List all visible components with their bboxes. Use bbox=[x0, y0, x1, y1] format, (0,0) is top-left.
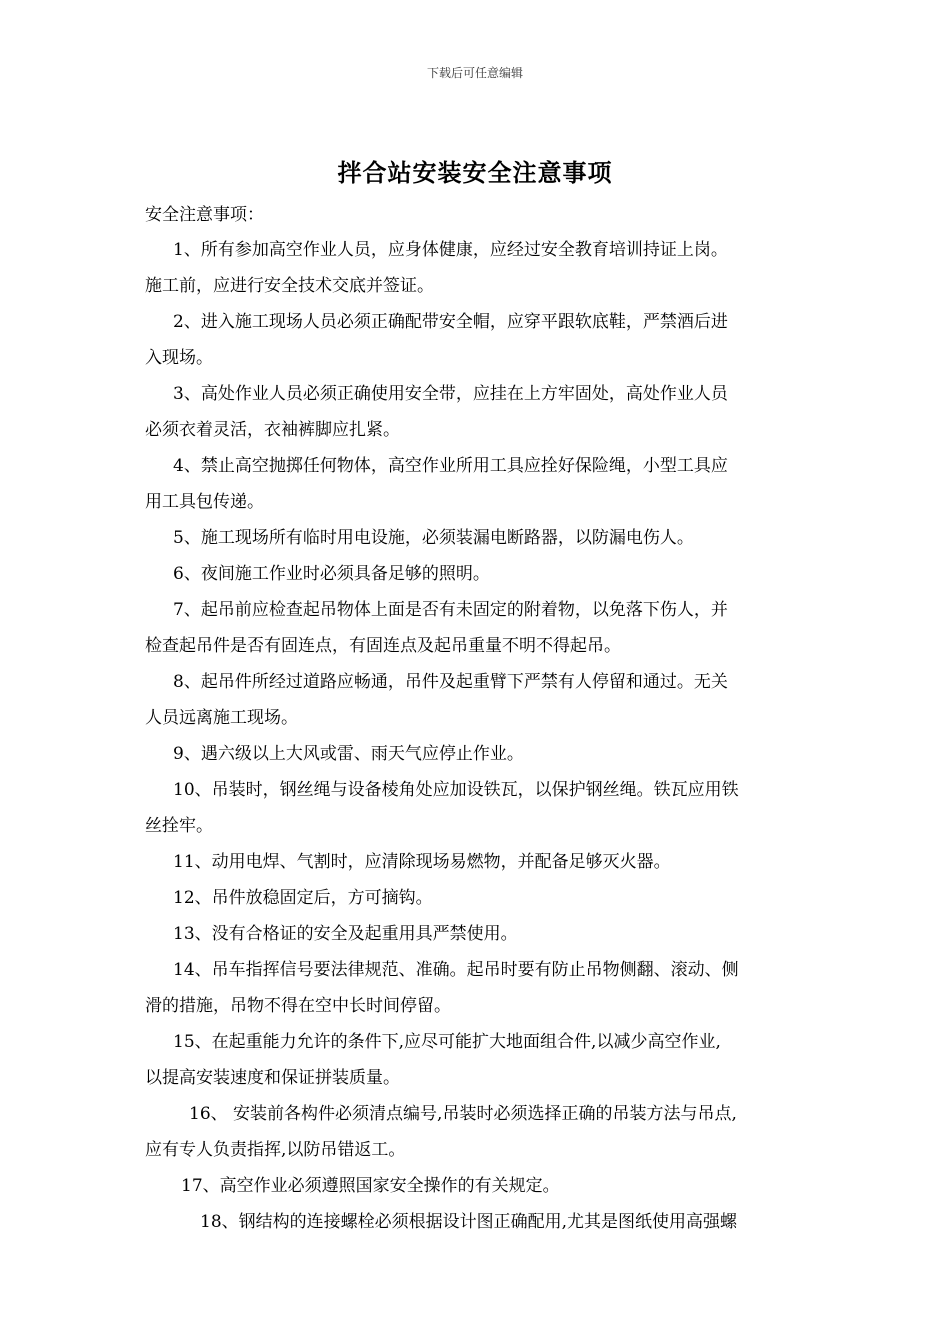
item-line: 1、所有参加高空作业人员，应身体健康，应经过安全教育培训持证上岗。 bbox=[173, 240, 728, 260]
item-line: 必须衣着灵活，衣袖裤脚应扎紧。 bbox=[145, 420, 400, 440]
item-line: 18、钢结构的连接螺栓必须根据设计图正确配用,尤其是图纸使用高强螺 bbox=[200, 1212, 738, 1232]
item-line: 12、吊件放稳固定后，方可摘钩。 bbox=[173, 888, 433, 908]
header-note: 下载后可任意编辑 bbox=[426, 66, 523, 80]
item-line: 应有专人负责指挥,以防吊错返工。 bbox=[145, 1140, 406, 1160]
list-item bbox=[145, 664, 810, 736]
list-item bbox=[145, 304, 810, 376]
list-item bbox=[145, 376, 810, 448]
item-line: 4、禁止高空抛掷任何物体，高空作业所用工具应拴好保险绳，小型工具应 bbox=[173, 456, 728, 476]
list-item bbox=[145, 556, 810, 592]
item-line: 检查起吊件是否有固连点，有固连点及起吊重量不明不得起吊。 bbox=[145, 636, 621, 656]
item-line: 17、高空作业必须遵照国家安全操作的有关规定。 bbox=[181, 1176, 560, 1196]
item-line: 8、起吊件所经过道路应畅通，吊件及起重臂下严禁有人停留和通过。无关 bbox=[173, 672, 728, 692]
item-line: 人员远离施工现场。 bbox=[145, 708, 298, 728]
list-item bbox=[145, 772, 810, 844]
item-line: 丝拴牢。 bbox=[145, 816, 213, 836]
list-item bbox=[145, 520, 810, 556]
list-item bbox=[145, 952, 810, 1024]
list-item bbox=[145, 1024, 810, 1096]
item-line: 11、动用电焊、气割时，应清除现场易燃物，并配备足够灭火器。 bbox=[173, 852, 671, 872]
document-title: 拌合站安装安全注意事项 bbox=[337, 158, 613, 187]
item-line: 5、施工现场所有临时用电设施，必须装漏电断路器，以防漏电伤人。 bbox=[173, 528, 694, 548]
list-item bbox=[145, 916, 810, 952]
list-item bbox=[145, 1168, 810, 1204]
list-item bbox=[145, 448, 810, 520]
item-line: 2、进入施工现场人员必须正确配带安全帽，应穿平跟软底鞋，严禁酒后进 bbox=[173, 312, 728, 332]
item-line: 6、夜间施工作业时必须具备足够的照明。 bbox=[173, 564, 490, 584]
item-line: 9、遇六级以上大风或雷、雨天气应停止作业。 bbox=[173, 744, 524, 764]
item-line: 入现场。 bbox=[145, 348, 213, 368]
list-item bbox=[145, 1096, 810, 1168]
item-line: 3、高处作业人员必须正确使用安全带，应挂在上方牢固处，高处作业人员 bbox=[173, 384, 728, 404]
item-line: 施工前，应进行安全技术交底并签证。 bbox=[145, 276, 434, 296]
item-line: 以提高安装速度和保证拼装质量。 bbox=[145, 1068, 400, 1088]
section-heading: 安全注意事项： bbox=[145, 205, 264, 225]
item-line: 10、吊装时，钢丝绳与设备棱角处应加设铁瓦，以保护钢丝绳。铁瓦应用铁 bbox=[173, 780, 739, 800]
item-line: 7、起吊前应检查起吊物体上面是否有未固定的附着物，以免落下伤人，并 bbox=[173, 600, 728, 620]
item-line: 滑的措施，吊物不得在空中长时间停留。 bbox=[145, 996, 451, 1016]
item-line: 14、吊车指挥信号要法律规范、准确。起吊时要有防止吊物侧翻、滚动、侧 bbox=[173, 960, 739, 980]
list-item bbox=[145, 232, 810, 304]
list-item bbox=[145, 736, 810, 772]
list-item bbox=[145, 592, 810, 664]
item-line: 15、在起重能力允许的条件下,应尽可能扩大地面组合件,以减少高空作业, bbox=[173, 1032, 721, 1052]
list-item bbox=[145, 1204, 810, 1240]
item-line: 13、没有合格证的安全及起重用具严禁使用。 bbox=[173, 924, 518, 944]
list-item bbox=[145, 880, 810, 916]
safety-items-list bbox=[145, 232, 810, 1240]
list-item bbox=[145, 844, 810, 880]
item-line: 16、 安装前各构件必须清点编号,吊装时必须选择正确的吊装方法与吊点, bbox=[189, 1104, 737, 1124]
item-line: 用工具包传递。 bbox=[145, 492, 264, 512]
